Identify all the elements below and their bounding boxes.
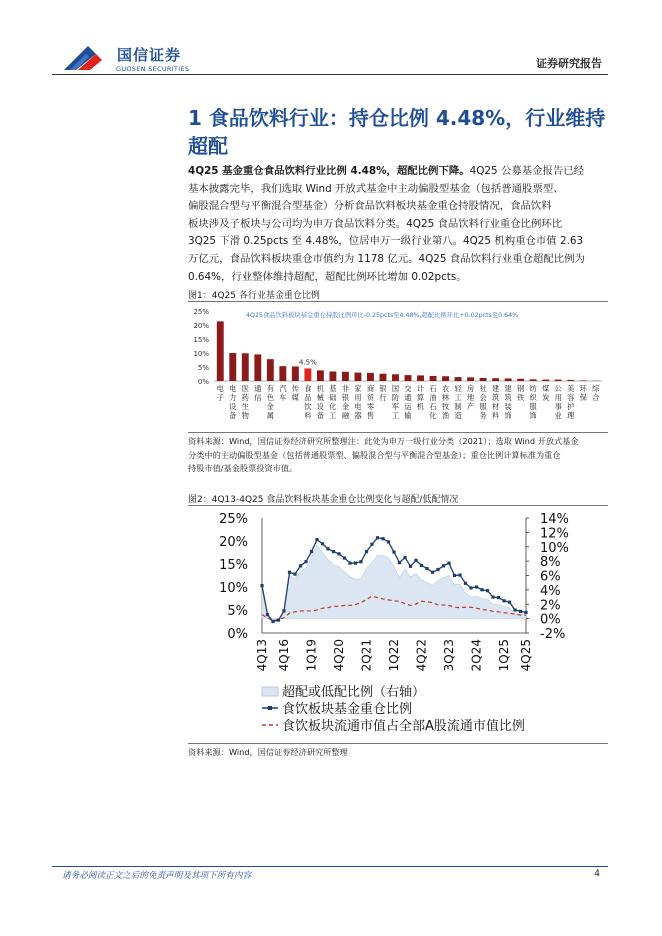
source-line: 资料来源：Wind，国信证券经济研究所整理注：此处为申万一级行业分类（2021）；选取 Wind 开放式基金 (188, 436, 579, 446)
x-tick-label: 4Q13 (255, 639, 269, 672)
y-tick-label: 15% (193, 336, 209, 344)
bar (229, 353, 236, 381)
logo-name-en: GUOSEN SECURITIES (116, 65, 190, 73)
bar (505, 378, 512, 381)
header-divider (52, 74, 608, 75)
right-y-tick-label: 12% (540, 526, 569, 542)
right-y-tick-label: 14% (540, 512, 569, 527)
bar (254, 354, 261, 381)
fund-holding-point (337, 552, 340, 555)
y-tick-label: 5% (197, 364, 209, 372)
bar (292, 366, 299, 381)
fund-holding-point (403, 556, 406, 559)
bar (580, 380, 587, 381)
left-y-tick-label: 15% (219, 558, 248, 573)
y-tick-label: 10% (193, 350, 209, 358)
fund-holding-point (260, 584, 263, 587)
right-y-tick-label: -2% (540, 627, 566, 642)
fund-holding-point (436, 568, 439, 571)
x-tick-label: 食品饮料 (304, 384, 312, 420)
fund-holding-point (480, 588, 483, 591)
figure2-title-rule (188, 505, 608, 506)
y-tick-label: 20% (193, 322, 209, 330)
paragraph-line: 万亿元，食品饮料板块重仓市值约为 1178 亿元。4Q25 食品饮料行业重仓超配比例为 (188, 252, 585, 265)
fund-holding-point (414, 559, 417, 562)
fund-holding-point (277, 619, 280, 622)
industry-bar-chart (188, 303, 608, 431)
x-tick-label: 4Q22 (414, 639, 429, 672)
x-tick-label: 钢铁 (517, 384, 525, 402)
x-tick-label: 4Q20 (332, 639, 346, 672)
paragraph-line: 0.64%，行业整体维持超配，超配比例环比增加 0.02pcts。 (188, 270, 467, 283)
fund-holding-point (359, 560, 362, 563)
fund-holding-point (447, 561, 450, 564)
x-tick-label: 家用电器 (354, 384, 362, 420)
page-number: 4 (594, 869, 600, 879)
x-tick-label: 电力设备 (229, 384, 237, 420)
bar (217, 321, 224, 381)
fund-holding-point (310, 550, 313, 553)
x-tick-label: 建筑装饰 (504, 384, 512, 420)
bar (467, 377, 474, 381)
fund-holding-point (315, 538, 318, 541)
y-tick-label: 0% (197, 378, 209, 386)
section-title (188, 104, 608, 160)
fund-holding-point (519, 610, 522, 613)
fund-holding-point (464, 582, 467, 585)
x-tick-label: 4Q16 (277, 639, 291, 672)
x-tick-label: 商贸零售 (366, 384, 375, 420)
chart-annotation: 4Q25食品饮料板块基金重仓持股比例环比-0.25pcts至4.48%,超配比例环比+0.02pcts至0.64% (246, 312, 519, 319)
right-y-tick-label: 2% (540, 598, 561, 614)
fund-holding-point (409, 565, 412, 568)
figure2-title: 图2：4Q13-4Q25 食品饮料板块基金重仓比例变化与超配/低配情况 (188, 495, 459, 505)
fund-holding-point (502, 599, 505, 602)
x-tick-label: 1Q19 (304, 639, 319, 672)
right-y-tick-label: 8% (540, 555, 561, 571)
right-y-tick-label: 10% (540, 540, 569, 556)
legend-label: 食饮板块流通市值占全部A股流通市值比例 (282, 719, 525, 734)
figure1-source (188, 435, 608, 476)
fund-holding-point (491, 596, 494, 599)
fund-holding-point (288, 571, 291, 574)
x-tick-label: 轻工制造 (454, 384, 462, 420)
x-tick-label: 美容护理 (567, 384, 575, 420)
left-y-tick-label: 20% (219, 535, 248, 550)
bar (480, 378, 487, 381)
x-tick-label: 银行 (379, 384, 387, 402)
fund-holding-point (370, 543, 373, 546)
paragraph-line: 基本披露完毕，我们选取 Wind 开放式基金中主动偏股型基金（包括普通股票型、 (188, 182, 564, 195)
paragraph-line: 偏股混合型与平衡混合型基金）分析食品饮料板块基金重仓持股情况，食品饮料 (188, 200, 552, 213)
fund-holding-point (398, 561, 401, 564)
x-tick-label: 社会服务 (479, 384, 487, 420)
fund-holding-point (524, 611, 527, 614)
fund-holding-point (304, 560, 307, 563)
section-title-line1: 1 食品饮料行业：持仓比例 4.48%，行业维持 (188, 106, 606, 130)
legend-label: 超配或低配比例（右轴） (282, 685, 426, 700)
fund-holding-point (442, 564, 445, 567)
legend-label: 食饮板块基金重仓比例 (282, 702, 413, 717)
fund-holding-point (497, 596, 500, 599)
left-y-tick-label: 5% (227, 604, 248, 619)
fund-holding-point (420, 564, 423, 567)
x-tick-label: 汽车 (279, 384, 287, 402)
y-tick-label: 25% (193, 308, 209, 316)
x-tick-label: 公用事业 (554, 384, 562, 420)
x-tick-label: 3Q23 (442, 639, 456, 672)
company-logo-icon (62, 40, 112, 76)
bar (567, 380, 574, 381)
footer-divider (52, 866, 608, 867)
logo-name-cn: 国信证券 (117, 46, 182, 64)
fund-holding-point (486, 589, 489, 592)
bar (417, 375, 424, 381)
fund-holding-point (299, 564, 302, 567)
x-tick-label: 电子 (216, 384, 224, 402)
left-y-tick-label: 0% (227, 627, 248, 642)
right-y-tick-label: 6% (540, 569, 561, 585)
x-tick-label: 1Q25 (497, 639, 511, 672)
bar (430, 376, 437, 381)
fund-holding-point (271, 620, 274, 623)
bar (242, 353, 249, 381)
fund-holding-point (365, 550, 368, 553)
fund-holding-point (508, 601, 511, 604)
bar (442, 376, 449, 381)
x-tick-label: 石油石化 (429, 384, 437, 420)
bar (267, 359, 274, 381)
x-tick-label: 机械设备 (316, 384, 324, 420)
x-tick-label: 传媒 (291, 384, 299, 402)
fund-holding-point (348, 561, 351, 564)
legend-area-swatch (262, 687, 278, 696)
bar (455, 377, 462, 381)
fund-holding-point (326, 547, 329, 550)
fund-holding-point (431, 571, 434, 574)
x-tick-label: 综合 (592, 384, 600, 402)
x-tick-label: 交通运输 (404, 384, 412, 420)
fund-holding-point (343, 556, 346, 559)
fund-holding-point (321, 542, 324, 545)
bar (492, 378, 499, 381)
paragraph-line: 3Q25 下滑 0.25pcts 至 4.48%，位居申万一级行业第八。4Q25 机构重仓市值 2.63 (188, 235, 584, 248)
x-tick-label: 有色金属 (266, 384, 274, 420)
fund-holding-point (453, 574, 456, 577)
lead-sentence: 4Q25 基金重仓食品饮料行业比例 4.48%，超配比例下降。 (188, 165, 470, 177)
fund-holding-point (458, 573, 461, 576)
x-tick-label: 农林牧渔 (441, 384, 450, 420)
paragraph-line: 4Q25 基金重仓食品饮料行业比例 4.48%，超配比例下降。4Q25 公募基金报告已经 (188, 165, 585, 177)
figure1-title: 图1：4Q25 各行业基金重仓比例 (188, 291, 320, 301)
x-tick-label: 2Q21 (359, 639, 374, 672)
x-tick-label: 4Q25 (519, 639, 533, 672)
bar (342, 372, 349, 381)
fund-holding-point (425, 567, 428, 570)
body-paragraph (188, 163, 608, 286)
fund-holding-point (475, 585, 478, 588)
x-tick-label: 计算机 (416, 384, 425, 411)
left-y-tick-label: 10% (219, 581, 248, 596)
bar-data-label: 4.5% (298, 358, 317, 367)
bar (354, 373, 361, 381)
figure2-bottom-rule (188, 743, 608, 744)
bar (530, 379, 537, 381)
x-tick-label: 环保 (579, 384, 587, 402)
legend-marker-swatch (268, 706, 272, 710)
left-y-tick-label: 25% (219, 512, 248, 527)
x-tick-label: 非银金融 (341, 384, 350, 420)
x-tick-label: 国防军工 (391, 384, 400, 420)
bar (279, 366, 286, 381)
bar (392, 374, 399, 381)
fund-holding-point (332, 550, 335, 553)
figure1-title-rule (188, 301, 608, 302)
x-tick-label: 建筑材料 (492, 384, 500, 420)
report-type: 证券研究报告 (536, 57, 602, 70)
right-y-tick-label: 0% (540, 612, 561, 628)
fund-holding-point (387, 540, 390, 543)
figure1-bottom-rule (188, 432, 608, 433)
figure2-source: 资料来源：Wind，国信证券经济研究所整理 (188, 747, 348, 757)
source-line: 分类中的主动偏股型基金（包括普通股票型、偏股混合型与平衡混合型基金）；重仓比例计算标准为重仓 (188, 449, 561, 460)
bar (542, 380, 549, 381)
x-tick-label: 医药生物 (241, 384, 249, 420)
bar (405, 375, 412, 381)
x-tick-label: 煤炭 (542, 384, 550, 402)
bar (555, 380, 562, 381)
section-title-line2: 超配 (188, 134, 228, 158)
fund-holding-point (282, 609, 285, 612)
right-y-tick-label: 4% (540, 583, 561, 599)
bar (329, 371, 336, 381)
x-tick-label: 基础化工 (329, 384, 337, 420)
fund-holding-point (354, 561, 357, 564)
bar (517, 379, 524, 381)
fund-holding-point (513, 608, 516, 611)
fund-holding-point (376, 536, 379, 539)
fund-holding-point (469, 586, 472, 589)
x-tick-label: 2Q24 (469, 639, 484, 672)
fund-holding-point (381, 537, 384, 540)
fund-holding-point (266, 613, 269, 616)
bar (304, 368, 311, 381)
x-tick-label: 1Q22 (387, 639, 401, 672)
disclaimer-note: 请务必阅读正文之后的免责声明及其项下所有内容 (62, 871, 252, 881)
paragraph-line: 板块涉及子板块与公司均为申万食品饮料分类。4Q25 食品饮料行业重仓比例环比 (188, 217, 563, 230)
x-tick-label: 房地产 (466, 384, 475, 411)
x-tick-label: 纺织服饰 (529, 384, 537, 420)
bar (317, 370, 324, 381)
fund-holding-point (392, 550, 395, 553)
bar (380, 374, 387, 381)
source-line: 持股市值/基金股票投资市值。 (188, 463, 298, 473)
fund-holding-point (293, 573, 296, 576)
overweight-area (262, 545, 526, 620)
fund-holding-line-chart (188, 507, 608, 743)
bar (367, 373, 374, 381)
x-tick-label: 通信 (254, 384, 262, 402)
